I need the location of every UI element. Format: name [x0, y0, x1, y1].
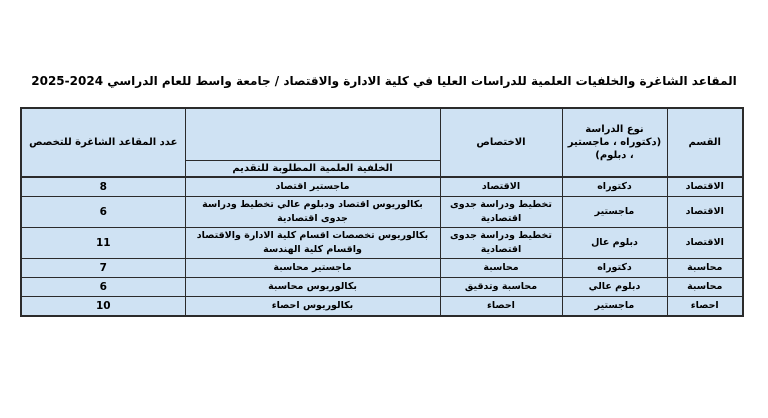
- cell-background: بكالوريوس احصاء: [185, 297, 440, 317]
- cell-specialization: تخطيط ودراسة جدوى اقتصادية: [440, 228, 562, 259]
- table-body: [21, 177, 743, 316]
- table-row: [21, 259, 743, 278]
- header-row-top: [21, 108, 743, 160]
- cell-department: الاقتصاد: [667, 197, 743, 228]
- cell-study-type: ماجستير: [562, 197, 667, 228]
- cell-seats: 7: [21, 259, 185, 278]
- header-vacant-seats: عدد المقاعد الشاغرة للتخصص: [21, 108, 185, 177]
- table-row: [21, 228, 743, 259]
- cell-study-type: ماجستير: [562, 297, 667, 317]
- table-row: [21, 297, 743, 317]
- cell-study-type: دكتوراه: [562, 259, 667, 278]
- cell-seats: 6: [21, 278, 185, 297]
- cell-specialization: تخطيط ودراسة جدوى اقتصادية: [440, 197, 562, 228]
- cell-department: محاسبة: [667, 278, 743, 297]
- cell-department: الاقتصاد: [667, 228, 743, 259]
- cell-background: بكالوريوس اقتصاد ودبلوم عالي تخطيط ودراسة جدوى اقتصادية: [185, 197, 440, 228]
- header-specialization: الاختصاص: [440, 108, 562, 177]
- cell-study-type: دكتوراه: [562, 177, 667, 197]
- header-background-required: الخلفية العلمية المطلوبة للتقديم: [185, 160, 440, 177]
- cell-seats: 6: [21, 197, 185, 228]
- vacancies-table: [20, 107, 744, 317]
- cell-seats: 10: [21, 297, 185, 317]
- header-department: القسم: [667, 108, 743, 177]
- cell-department: الاقتصاد: [667, 177, 743, 197]
- cell-specialization: الاقتصاد: [440, 177, 562, 197]
- table-row: [21, 177, 743, 197]
- header-study-type: نوع الدراسة (دكتوراه ، ماجستير ، دبلوم): [562, 108, 667, 177]
- cell-specialization: احصاء: [440, 297, 562, 317]
- cell-background: ماجستير اقتصاد: [185, 177, 440, 197]
- vacancies-table-container: [22, 107, 744, 317]
- cell-study-type: دبلوم عال: [562, 228, 667, 259]
- cell-department: احصاء: [667, 297, 743, 317]
- cell-department: محاسبة: [667, 259, 743, 278]
- cell-background: ماجستير محاسبة: [185, 259, 440, 278]
- cell-study-type: دبلوم عالي: [562, 278, 667, 297]
- cell-specialization: محاسبة: [440, 259, 562, 278]
- cell-seats: 8: [21, 177, 185, 197]
- cell-background: بكالوريوس تخصصات اقسام كلية الادارة والاقتصاد واقسام كلية الهندسة: [185, 228, 440, 259]
- cell-seats: 11: [21, 228, 185, 259]
- page-title: المقاعد الشاغرة والخلفيات العلمية للدراسات العليا في كلية الادارة والاقتصاد / جامعة واسط للعام الدراسي 2024-2025: [31, 74, 737, 88]
- header-background-spacer: [185, 108, 440, 160]
- table-row: [21, 197, 743, 228]
- cell-background: بكالوريوس محاسبة: [185, 278, 440, 297]
- table-header: [21, 108, 743, 177]
- table-row: [21, 278, 743, 297]
- cell-specialization: محاسبة وتدقيق: [440, 278, 562, 297]
